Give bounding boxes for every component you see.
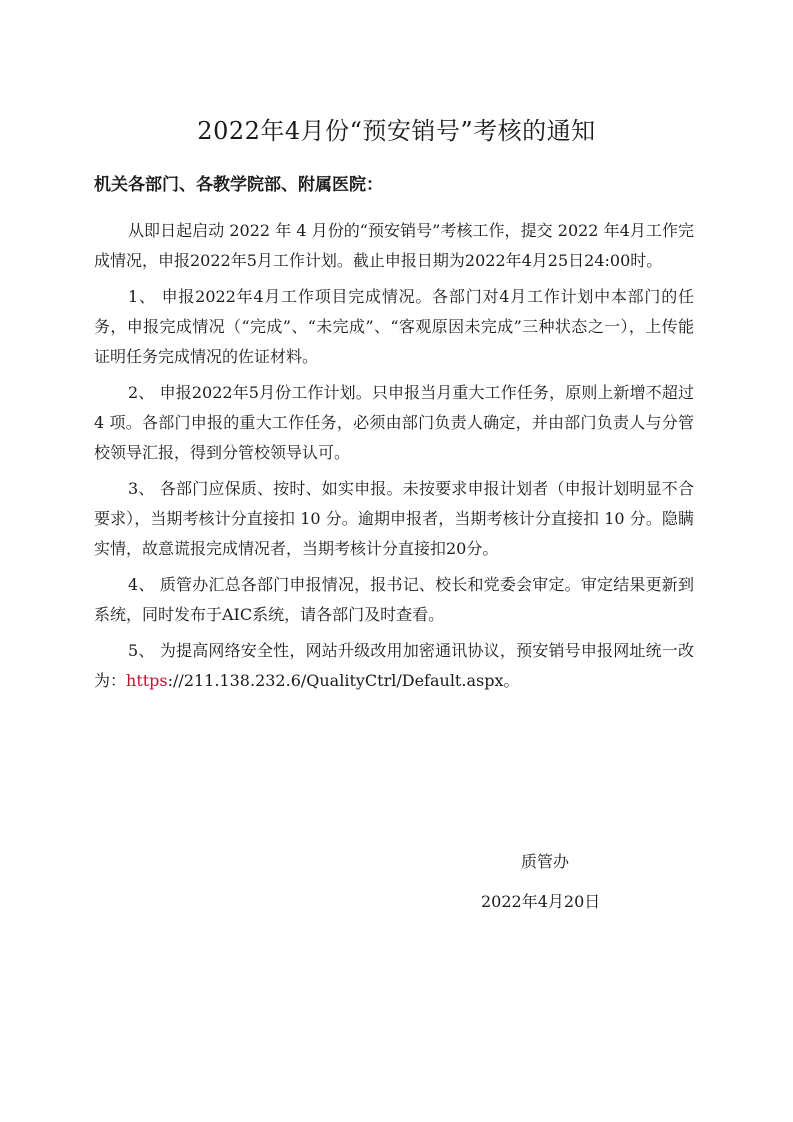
report-url-link[interactable] <box>126 671 503 690</box>
paragraph-item-2: 2、 申报2022年5月份工作计划。只申报当月重大工作任务，原则上新增不超过 4 项。各部门申报的重大工作任务，必须由部门负责人确定，并由部门负责人与分管校领导汇报，得到分管校领导认可。 <box>94 383 694 462</box>
document-title: 2022年4月份“预安销号”考核的通知 <box>197 117 596 145</box>
paragraph-intro: 从即日起启动 2022 年 4 月份的“预安销号”考核工作，提交 2022 年4月工作完成情况，申报2022年5月工作计划。截止申报日期为2022年4月25日24:00时。 <box>94 221 694 270</box>
paragraph-item-5 <box>94 636 694 696</box>
url-scheme: https <box>126 671 168 690</box>
document-body <box>94 216 694 702</box>
signature: 质管办 <box>521 852 570 871</box>
paragraph-item-3: 3、 各部门应保质、按时、如实申报。未按要求申报计划者（申报计划明显不合要求），当期考核计分直接扣 10 分。逾期申报者，当期考核计分直接扣 10 分。隐瞒实情，故意谎报完成情况者，当期考核计分直接扣20分。 <box>94 479 694 558</box>
url-path: ://211.138.232.6/QualityCtrl/Default.aspx <box>167 671 504 690</box>
item-5-text: 5、 为提高网络安全性，网站升级改用加密通讯协议，预安销号申报网址统一改为： <box>94 641 694 690</box>
document-date: 2022年4月20日 <box>481 892 601 911</box>
paragraph-item-1: 1、 申报2022年4月工作项目完成情况。各部门对4月工作计划中本部门的任务，申报完成情况（“完成”、“未完成”、“客观原因未完成”三种状态之一），上传能证明任务完成情况的佐证材料。 <box>94 287 694 366</box>
salutation: 机关各部门、各教学院部、附属医院： <box>94 175 383 195</box>
paragraph-item-4: 4、 质管办汇总各部门申报情况，报书记、校长和党委会审定。审定结果更新到系统，同时发布于AIC系统，请各部门及时查看。 <box>94 575 694 624</box>
item-5-end: 。 <box>503 671 520 690</box>
